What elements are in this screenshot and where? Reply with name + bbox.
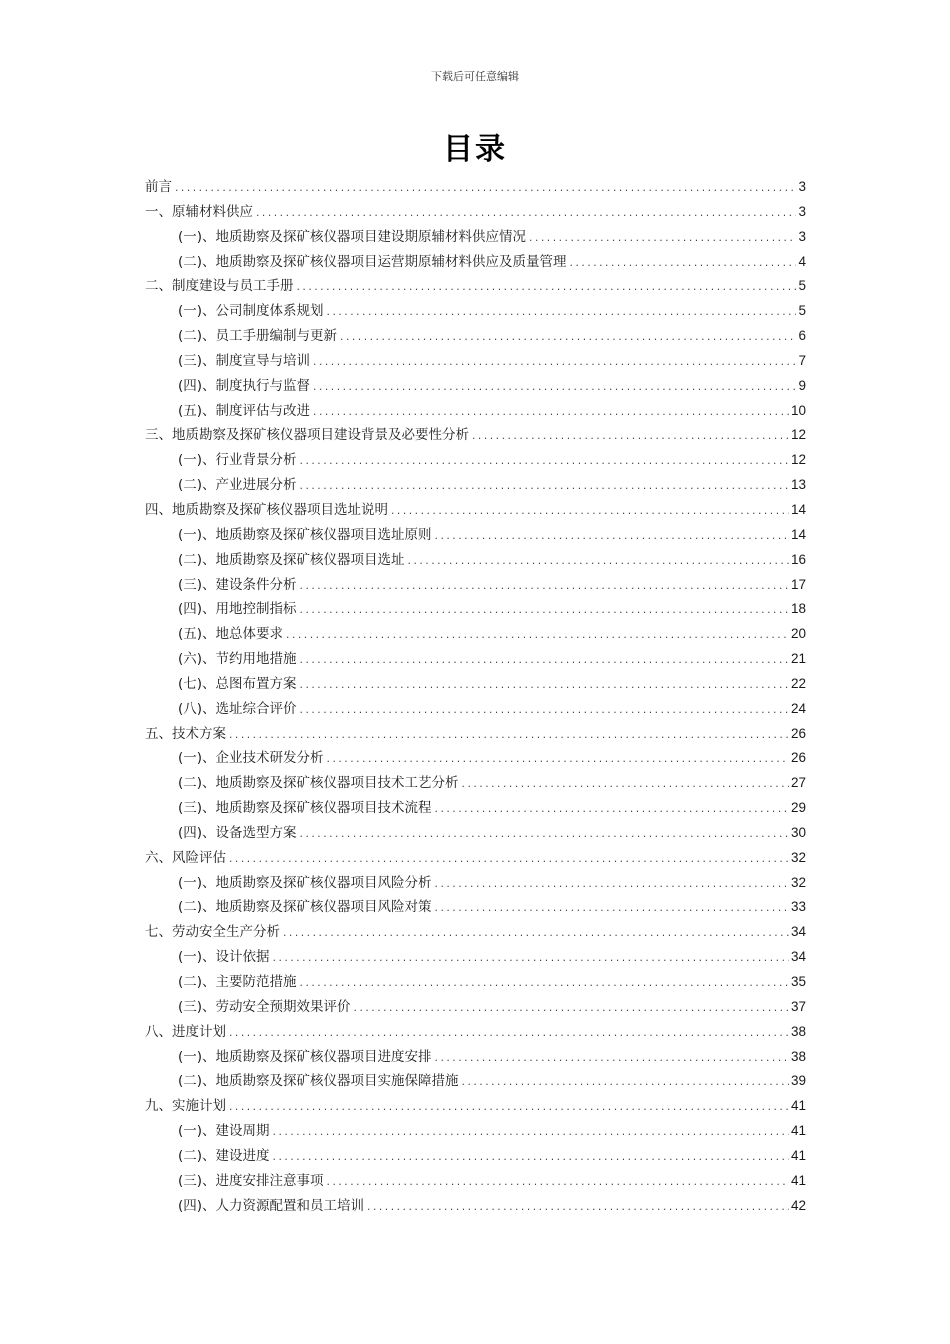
toc-entry[interactable]	[145, 1194, 806, 1219]
toc-entry-page-number: 37	[790, 998, 806, 1014]
toc-entry-label: (二)、地质勘察及探矿核仪器项目技术工艺分析	[178, 775, 459, 792]
header-note: 下载后可任意编辑	[431, 70, 519, 83]
toc-entry-page-number: 24	[790, 700, 806, 716]
toc-dot-leader	[434, 1047, 789, 1072]
toc-entry-label: (二)、主要防范措施	[178, 974, 297, 990]
toc-entry-label: 五、技术方案	[145, 725, 226, 742]
toc-entry[interactable]	[145, 250, 806, 275]
toc-entry[interactable]	[145, 1144, 806, 1169]
toc-entry[interactable]	[145, 1094, 806, 1119]
toc-dot-leader	[366, 1196, 789, 1221]
toc-entry-page-number: 5	[798, 278, 806, 294]
toc-entry[interactable]	[145, 498, 806, 523]
toc-dot-leader	[312, 351, 796, 376]
toc-entry-page-number: 3	[798, 179, 806, 194]
toc-entry-page-number: 6	[798, 328, 806, 344]
toc-entry-page-number: 41	[790, 1172, 806, 1188]
toc-entry-page-number: 32	[790, 874, 806, 890]
toc-dot-leader	[461, 1071, 789, 1096]
toc-entry[interactable]	[145, 473, 806, 498]
toc-entry-page-number: 34	[790, 924, 806, 940]
toc-entry[interactable]	[145, 399, 806, 424]
toc-dot-leader	[434, 525, 789, 550]
toc-entry-page-number: 41	[790, 1098, 806, 1114]
toc-entry[interactable]	[145, 771, 806, 796]
toc-entry-label: 九、实施计划	[145, 1098, 226, 1115]
toc-dot-leader	[434, 798, 789, 823]
toc-entry-label: (三)、地质勘察及探矿核仪器项目技术流程	[178, 800, 432, 817]
toc-entry-label: (三)、制度宣导与培训	[178, 352, 311, 369]
toc-entry-label: (二)、建设进度	[178, 1147, 270, 1164]
toc-entry[interactable]	[145, 448, 806, 473]
toc-entry-label: (二)、地质勘察及探矿核仪器项目选址	[178, 551, 405, 568]
toc-entry-page-number: 32	[790, 849, 806, 865]
toc-entry-label: (四)、用地控制指标	[178, 601, 297, 618]
toc-entry-page-number: 38	[790, 1023, 806, 1039]
toc-entry-page-number: 3	[798, 203, 806, 219]
page-title: 目录	[443, 132, 507, 167]
toc-entry-label: (八)、选址综合评价	[178, 700, 297, 717]
toc-dot-leader	[312, 376, 796, 401]
toc-entry-page-number: 22	[790, 675, 806, 691]
toc-entry-page-number: 34	[790, 949, 806, 965]
toc-dot-leader	[326, 1171, 789, 1196]
toc-entry-label: (七)、总图布置方案	[178, 675, 297, 692]
toc-entry-label: 三、地质勘察及探矿核仪器项目建设背景及必要性分析	[145, 427, 469, 444]
toc-entry-page-number: 41	[790, 1123, 806, 1139]
toc-entry[interactable]	[145, 548, 806, 573]
toc-dot-leader	[390, 500, 789, 525]
toc-entry-label: (一)、地质勘察及探矿核仪器项目建设期原辅材料供应情况	[178, 228, 527, 245]
toc-entry-page-number: 16	[790, 551, 806, 567]
toc-entry[interactable]	[145, 920, 806, 945]
toc-dot-leader	[299, 699, 789, 724]
toc-entry[interactable]	[145, 722, 806, 747]
toc-entry[interactable]	[145, 871, 806, 896]
toc-dot-leader	[272, 1146, 789, 1171]
toc-entry[interactable]	[145, 274, 806, 299]
toc-entry[interactable]	[145, 523, 806, 548]
toc-entry-page-number: 42	[790, 1197, 806, 1213]
toc-entry[interactable]	[145, 225, 806, 250]
toc-entry-label: 四、地质勘察及探矿核仪器项目选址说明	[145, 501, 388, 518]
toc-entry-page-number: 13	[790, 477, 806, 493]
toc-entry-page-number: 7	[798, 352, 806, 368]
toc-entry[interactable]	[145, 597, 806, 622]
toc-entry[interactable]	[145, 1169, 806, 1194]
toc-entry-label: (四)、制度执行与监督	[178, 377, 311, 394]
toc-entry-page-number: 4	[798, 253, 806, 269]
toc-dot-leader	[326, 748, 789, 773]
toc-entry-page-number: 35	[790, 974, 806, 989]
toc-dot-leader	[353, 997, 789, 1022]
toc-entry[interactable]	[145, 1069, 806, 1094]
toc-entry-page-number: 20	[790, 626, 806, 642]
toc-dot-leader	[299, 575, 789, 600]
toc-dot-leader	[461, 773, 789, 798]
toc-entry-page-number: 14	[790, 526, 806, 542]
toc-entry[interactable]	[145, 672, 806, 697]
toc-dot-leader	[299, 823, 789, 848]
toc-entry-page-number: 26	[790, 725, 806, 741]
toc-entry[interactable]	[145, 324, 806, 349]
toc-dot-leader	[255, 202, 796, 227]
toc-entry-page-number: 41	[790, 1147, 806, 1163]
toc-entry[interactable]	[145, 573, 806, 598]
toc-entry-page-number: 21	[790, 651, 806, 667]
toc-entry-page-number: 17	[790, 576, 806, 592]
toc-entry[interactable]	[145, 299, 806, 324]
toc-dot-leader	[339, 326, 796, 351]
toc-entry[interactable]	[145, 374, 806, 399]
toc-entry[interactable]	[145, 995, 806, 1020]
toc-entry-label: (五)、地总体要求	[178, 626, 284, 643]
toc-entry[interactable]	[145, 746, 806, 771]
toc-dot-leader	[312, 401, 789, 426]
toc-entry-label: (三)、劳动安全预期效果评价	[178, 998, 351, 1015]
toc-dot-leader	[299, 674, 789, 699]
toc-entry-page-number: 33	[790, 899, 806, 915]
toc-entry[interactable]	[145, 945, 806, 970]
toc-entry-label: 二、制度建设与员工手册	[145, 278, 294, 295]
toc-entry-label: 一、原辅材料供应	[145, 203, 253, 220]
toc-entry-label: (一)、地质勘察及探矿核仪器项目选址原则	[178, 526, 432, 543]
toc-dot-leader	[228, 1022, 789, 1047]
toc-dot-leader	[299, 599, 789, 624]
toc-entry-label: (一)、行业背景分析	[178, 452, 297, 469]
toc-entry-label: (五)、制度评估与改进	[178, 402, 311, 419]
toc-entry-page-number: 18	[790, 601, 806, 617]
toc-entry-page-number: 27	[790, 775, 806, 791]
toc-dot-leader	[299, 450, 789, 475]
toc-entry-label: (一)、建设周期	[178, 1123, 270, 1140]
toc-entry-label: 八、进度计划	[145, 1023, 226, 1040]
toc-dot-leader	[228, 848, 789, 873]
toc-dot-leader	[174, 177, 796, 202]
toc-entry[interactable]	[145, 175, 806, 200]
toc-dot-leader	[407, 550, 789, 575]
toc-entry[interactable]	[145, 1119, 806, 1144]
toc-dot-leader	[282, 922, 789, 947]
toc-entry-page-number: 9	[798, 377, 806, 393]
toc-dot-leader	[434, 897, 789, 922]
toc-entry-page-number: 26	[790, 750, 806, 766]
toc-dot-leader	[228, 1096, 789, 1121]
toc-entry[interactable]	[145, 796, 806, 821]
toc-entry-label: (三)、建设条件分析	[178, 576, 297, 593]
toc-entry-page-number: 10	[790, 402, 806, 418]
toc-entry[interactable]	[145, 349, 806, 374]
toc-dot-leader	[296, 276, 797, 301]
toc-dot-leader	[299, 649, 789, 674]
toc-entry[interactable]	[145, 846, 806, 871]
toc-entry-label: (一)、企业技术研发分析	[178, 750, 324, 767]
toc-entry-label: (二)、产业进展分析	[178, 477, 297, 494]
toc-entry-label: (二)、地质勘察及探矿核仪器项目运营期原辅材料供应及质量管理	[178, 253, 567, 270]
toc-entry-label: (四)、设备选型方案	[178, 824, 297, 841]
toc-entry-page-number: 29	[790, 800, 806, 816]
toc-entry-label: (二)、地质勘察及探矿核仪器项目实施保障措施	[178, 1073, 459, 1090]
toc-dot-leader	[299, 475, 789, 500]
toc-entry-page-number: 30	[790, 824, 806, 840]
toc-entry[interactable]	[145, 1020, 806, 1045]
toc-dot-leader	[272, 947, 789, 972]
toc-entry-label: (二)、地质勘察及探矿核仪器项目风险对策	[178, 899, 432, 916]
toc-dot-leader	[272, 1121, 789, 1146]
toc-entry[interactable]	[145, 821, 806, 846]
toc-entry[interactable]	[145, 970, 806, 995]
toc-entry[interactable]	[145, 697, 806, 722]
toc-entry[interactable]	[145, 423, 806, 448]
toc-entry-label: (一)、地质勘察及探矿核仪器项目风险分析	[178, 874, 432, 891]
toc-entry-page-number: 12	[790, 427, 806, 443]
toc-dot-leader	[285, 624, 789, 649]
toc-entry[interactable]	[145, 622, 806, 647]
toc-entry-page-number: 5	[798, 303, 806, 319]
toc-dot-leader	[569, 252, 797, 277]
toc-dot-leader	[228, 724, 789, 749]
toc-entry-label: (二)、员工手册编制与更新	[178, 328, 338, 345]
toc-dot-leader	[299, 972, 789, 997]
toc-entry-label: (一)、公司制度体系规划	[178, 303, 324, 320]
toc-entry-label: 六、风险评估	[145, 849, 226, 866]
toc-entry-label: (一)、地质勘察及探矿核仪器项目进度安排	[178, 1048, 432, 1065]
toc-entry-label: (六)、节约用地措施	[178, 651, 297, 668]
toc-entry-label: (四)、人力资源配置和员工培训	[178, 1197, 365, 1214]
toc-entry-label: 七、劳动安全生产分析	[145, 924, 280, 941]
toc-entry[interactable]	[145, 1045, 806, 1070]
toc-entry[interactable]	[145, 647, 806, 672]
toc-entry-page-number: 12	[790, 452, 806, 468]
toc-entry[interactable]	[145, 200, 806, 225]
table-of-contents	[145, 175, 806, 1218]
toc-entry[interactable]	[145, 895, 806, 920]
toc-entry-label: 前言	[145, 179, 172, 195]
toc-entry-page-number: 38	[790, 1048, 806, 1064]
toc-dot-leader	[326, 301, 797, 326]
toc-entry-page-number: 3	[798, 228, 806, 244]
toc-dot-leader	[471, 425, 789, 450]
toc-entry-page-number: 39	[790, 1073, 806, 1089]
toc-dot-leader	[434, 873, 789, 898]
toc-entry-label: (三)、进度安排注意事项	[178, 1172, 324, 1189]
toc-entry-label: (一)、设计依据	[178, 949, 270, 966]
toc-dot-leader	[528, 227, 796, 252]
toc-entry-page-number: 14	[790, 501, 806, 517]
